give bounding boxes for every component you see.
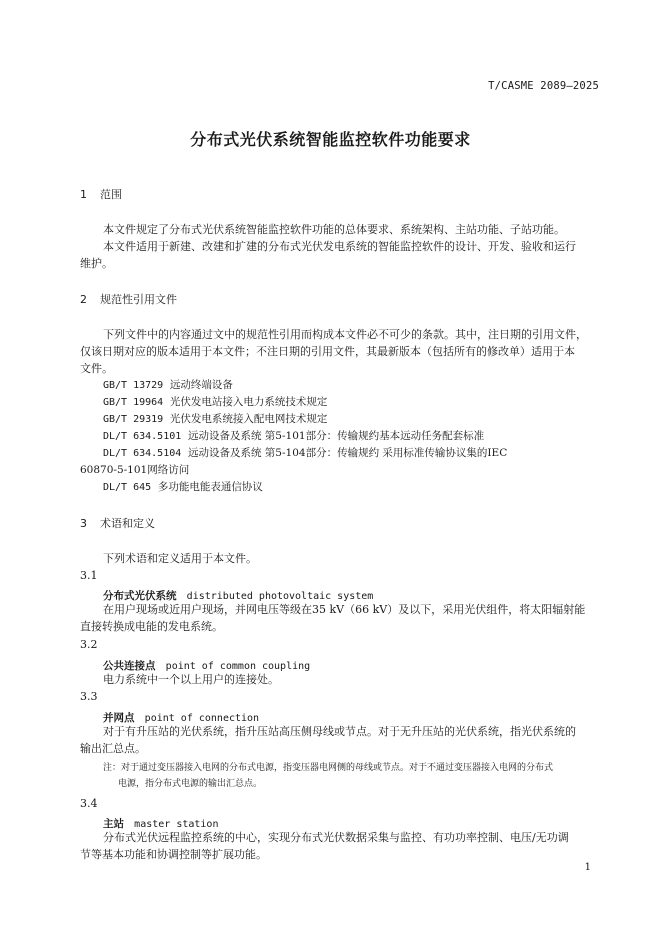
term-number: 3.2	[80, 638, 98, 651]
section-number: 2	[80, 293, 87, 306]
reference-code: DL/T 645	[103, 482, 152, 493]
paragraph: 本文件适用于新建、改建和扩建的分布式光伏发电系统的智能监控软件的设计、开发、验收和运行	[103, 240, 576, 253]
paragraph: 下列文件中的内容通过文中的规范性引用而构成本文件必不可少的条款。其中，注日期的引用文件，	[103, 328, 587, 341]
reference-code: GB/T 19964	[103, 397, 164, 408]
paragraph: 下列术语和定义适用于本文件。	[103, 552, 257, 565]
term-definition: 对于有升压站的光伏系统，指升压站高压侧母线或节点。对于无升压站的光伏系统，指光伏系统的	[103, 725, 576, 738]
section-3-heading	[80, 515, 155, 531]
reference-title: 远动设备及系统 第5-104部分：传输规约 采用标准传输协议集的IEC	[187, 447, 508, 459]
paragraph: 本文件规定了分布式光伏系统智能监控软件功能的总体要求、系统架构、主站功能、子站功能。	[103, 223, 565, 236]
term-definition: 在用户现场或近用户现场，并网电压等级在35 kV（66 kV）及以下，采用光伏组件，将太阳辐射能	[103, 603, 586, 616]
section-title: 范围	[100, 188, 122, 201]
paragraph-continuation: 文件。	[80, 362, 113, 375]
reference-code: DL/T 634.5101	[103, 431, 182, 442]
reference-title: 多功能电能表通信协议	[157, 481, 263, 493]
term-note-continuation: 电源，指分布式电源的输出汇总点。	[118, 779, 263, 789]
term-english: master station	[134, 819, 219, 830]
reference-item-continuation	[80, 462, 189, 477]
note-label: 注：	[103, 763, 122, 773]
term-chinese: 公共连接点	[103, 660, 156, 672]
document-title: 分布式光伏系统智能监控软件功能要求	[190, 130, 471, 149]
section-number: 3	[80, 517, 87, 530]
reference-title: 光伏发电站接入电力系统技术规定	[169, 396, 328, 408]
paragraph-continuation: 维护。	[80, 257, 113, 270]
reference-item	[103, 479, 263, 494]
reference-item	[103, 377, 233, 392]
reference-item	[103, 445, 507, 460]
reference-item	[103, 394, 327, 409]
section-title: 术语和定义	[100, 517, 155, 530]
term-chinese: 并网点	[103, 712, 135, 724]
term-number: 3.1	[80, 569, 98, 582]
term-definition-continuation: 输出汇总点。	[80, 742, 146, 755]
term-definition: 电力系统中一个以上用户的连接处。	[103, 673, 279, 686]
reference-item	[103, 428, 484, 443]
reference-title: 光伏发电系统接入配电网技术规定	[169, 413, 328, 425]
reference-code: GB/T 13729	[103, 380, 164, 391]
standard-number: T/CASME 2089—2025	[488, 80, 599, 92]
reference-code: DL/T 634.5104	[103, 448, 182, 459]
term-chinese: 主站	[103, 818, 124, 830]
reference-title: 远动设备及系统 第5-101部分：传输规约基本远动任务配套标准	[187, 430, 485, 442]
section-2-heading	[80, 291, 177, 307]
page-number: 1	[584, 862, 591, 873]
term-chinese: 分布式光伏系统	[103, 590, 177, 602]
term-english: distributed photovoltaic system	[186, 591, 374, 602]
reference-title: 远动终端设备	[169, 379, 233, 391]
term-definition: 分布式光伏远程监控系统的中心，实现分布式光伏数据采集与监控、有功功率控制、电压/无功调	[103, 831, 569, 844]
term-definition-continuation: 直接转换成电能的发电系统。	[80, 620, 223, 633]
reference-item	[103, 411, 327, 426]
paragraph-continuation: 仅该日期对应的版本适用于本文件；不注日期的引用文件，其最新版本（包括所有的修改单）适用于本	[80, 345, 575, 358]
term-number: 3.4	[80, 797, 98, 810]
term-english: point of common coupling	[165, 661, 311, 672]
reference-title: 60870-5-101网络访问	[80, 464, 190, 476]
reference-code: GB/T 29319	[103, 414, 164, 425]
section-1-heading	[80, 186, 122, 202]
section-number: 1	[80, 188, 87, 201]
term-note	[103, 760, 553, 773]
term-english: point of connection	[144, 713, 260, 724]
term-number: 3.3	[80, 690, 98, 703]
section-title: 规范性引用文件	[100, 293, 177, 306]
note-text: 对于通过变压器接入电网的分布式电源，指变压器电网侧的母线或节点。对于不通过变压器接入电网的分布式	[121, 763, 554, 773]
term-definition-continuation: 节等基本功能和协调控制等扩展功能。	[80, 848, 267, 861]
